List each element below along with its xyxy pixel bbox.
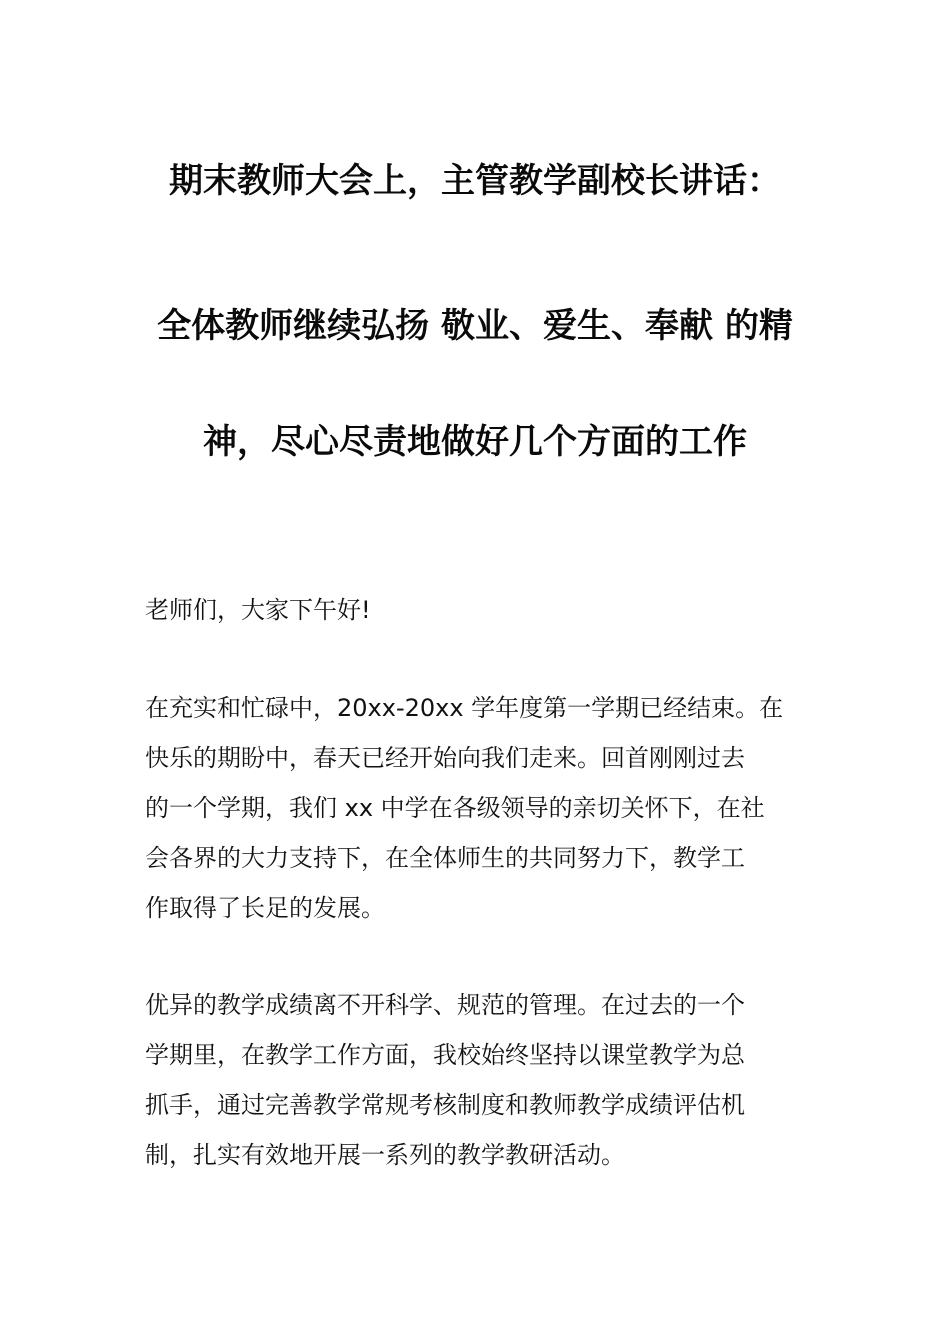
paragraph-2-line: 优异的教学成绩离不开科学、规范的管理。在过去的一个	[145, 991, 745, 1019]
paragraph-2-line: 学期里，在教学工作方面，我校始终坚持以课堂教学为总	[145, 1041, 745, 1069]
paragraph-2-line: 制，扎实有效地开展一系列的教学教研活动。	[145, 1141, 625, 1169]
paragraph-1-line: 会各界的大力支持下，在全体师生的共同努力下，教学工	[145, 844, 745, 872]
paragraph-1-line: 作取得了长足的发展。	[145, 894, 385, 922]
greeting-paragraph	[145, 585, 810, 635]
paragraph-1-line: 的一个学期，我们 xx 中学在各级领导的亲切关怀下，在社	[145, 794, 765, 822]
paragraph-2	[145, 980, 810, 1180]
document-title	[120, 152, 830, 500]
paragraph-1	[145, 683, 810, 933]
title-line-2: 全体教师继续弘扬 敬业、爱生、奉献 的精	[157, 306, 793, 346]
paragraph-1-line: 快乐的期盼中，春天已经开始向我们走来。回首刚刚过去	[145, 744, 745, 772]
greeting-line: 老师们，大家下午好!	[145, 596, 371, 624]
paragraph-1-line: 在充实和忙碌中，20xx-20xx 学年度第一学期已经结束。在	[145, 694, 784, 722]
paragraph-2-line: 抓手，通过完善教学常规考核制度和教师教学成绩评估机	[145, 1091, 745, 1119]
title-line-1: 期末教师大会上，主管教学副校长讲话：	[169, 161, 781, 201]
title-line-3: 神，尽心尽责地做好几个方面的工作	[203, 422, 747, 462]
